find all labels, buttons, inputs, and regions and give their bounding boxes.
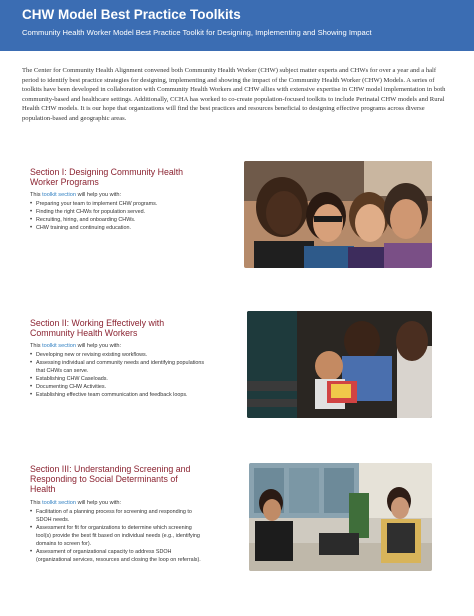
section-3-lead-text: This — [30, 499, 43, 506]
section-3-list — [30, 508, 205, 564]
list-item: • Assessment for fit for organizations to determine which screening tool(s) provide the best fit based on individual needs (e.g., identifying domains to screen for). — [30, 524, 205, 548]
section-2 — [30, 318, 205, 399]
list-item: • Recruiting, hiring, and onboarding CHWs. — [30, 216, 205, 224]
section-2-photo — [247, 311, 432, 418]
section-1-toolkit-link[interactable]: toolkit section — [42, 192, 77, 199]
section-1-lead — [30, 192, 205, 198]
section-3-lead-suffix: will help you with: — [76, 499, 122, 506]
section-2-list — [30, 351, 205, 399]
list-item: • Preparing your team to implement CHW programs. — [30, 200, 205, 208]
list-item: • Documenting CHW Activities. — [30, 383, 205, 391]
section-2-toolkit-link[interactable]: toolkit section — [42, 343, 77, 350]
list-item: • Assessing individual and community needs and identifying populations that CHWs can serve. — [30, 359, 205, 375]
page-header — [0, 0, 474, 51]
section-2-title: Section II: Working Effectively with Community Health Workers — [30, 318, 165, 339]
section-2-lead-suffix: will help you with: — [76, 343, 122, 350]
section-2-lead-text: This — [30, 343, 43, 350]
intro-paragraph: The Center for Community Health Alignment convened both Community Health Worker (CHW) subject matter experts and CHWs for over a year and a half period to identify best practice strategies for designing, implementing and showing the impact of the Community Health Worker (CHW) Models. A series of toolkits have been developed in collaboration with Community Health Workers and CHW allies with extensive expertise in CHW model implementation in both community-based and healthcare settings. Additionally, CCHA has worked to co-create population-focused toolkits to include Perinatal CHW models and Rural Health CHW models. It is our hope that organizations will find the best practices and resources beneficial to designing effective programs across diverse population-based and geographic areas. — [22, 67, 446, 122]
list-item: • Developing new or revising existing workflows. — [30, 351, 205, 359]
list-item: • CHW training and continuing education. — [30, 224, 205, 232]
list-item: • Finding the right CHWs for population served. — [30, 208, 205, 216]
section-3-toolkit-link[interactable]: toolkit section — [42, 499, 77, 506]
section-3 — [30, 464, 205, 564]
section-1 — [30, 167, 205, 232]
section-3-photo — [249, 463, 432, 571]
section-1-photo — [244, 161, 432, 268]
page-title: CHW Model Best Practice Toolkits — [22, 7, 241, 22]
section-3-title: Section III: Understanding Screening and Responding to Social Determinants of Health — [30, 464, 191, 495]
list-item: • Establishing effective team communication and feedback loops. — [30, 391, 205, 399]
section-1-lead-suffix: will help you with: — [76, 192, 122, 199]
section-1-list — [30, 200, 205, 232]
section-1-lead-text: This — [30, 192, 43, 199]
list-item: • Assessment of organizational capacity to address SDOH (organizational services, resources and closing the loop on referrals). — [30, 548, 205, 564]
section-1-title: Section I: Designing Community Health Worker Programs — [30, 167, 184, 188]
section-2-lead — [30, 343, 205, 349]
page-subtitle: Community Health Worker Model Best Practice Toolkit for Designing, Implementing and Showing Impact — [22, 28, 372, 37]
list-item: • Establishing CHW Caseloads. — [30, 375, 205, 383]
section-3-lead — [30, 500, 205, 506]
list-item: • Facilitation of a planning process for screening and responding to SDOH needs. — [30, 508, 205, 524]
